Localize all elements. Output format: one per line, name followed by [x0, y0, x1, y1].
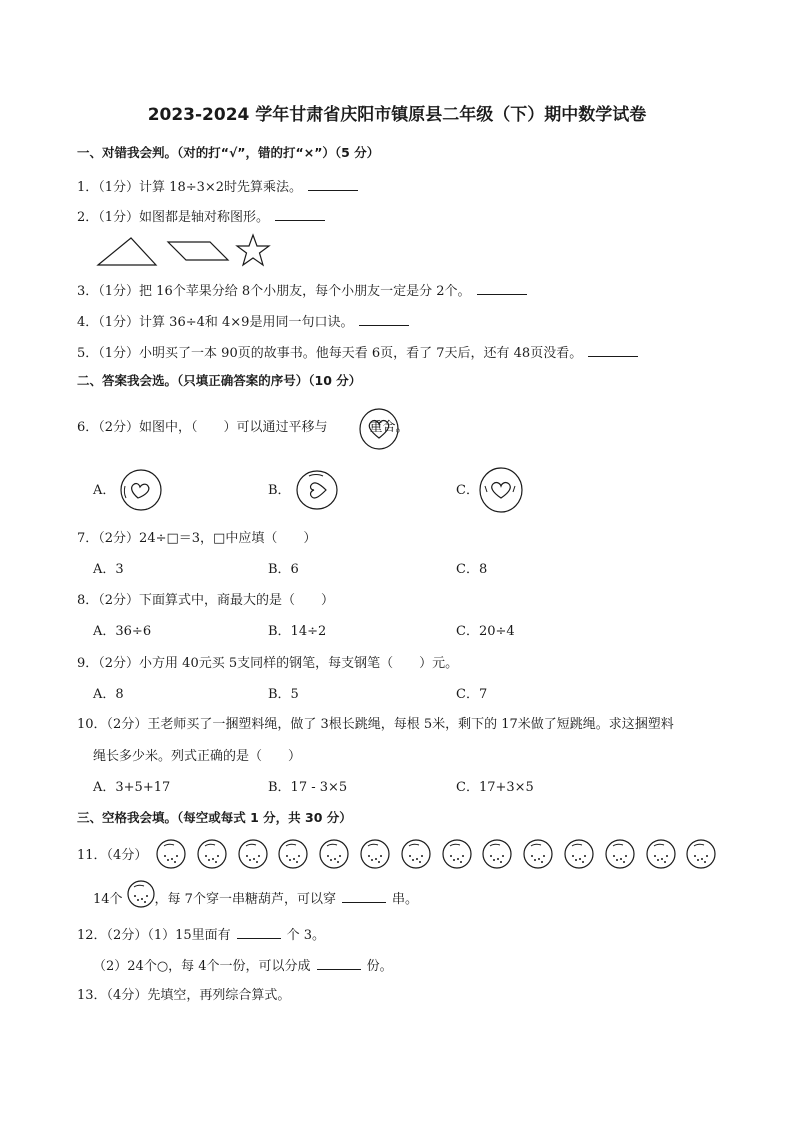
q10-option-a[interactable]: A．3+5+17	[93, 780, 171, 795]
q6-option-a[interactable]: A．	[93, 483, 116, 498]
question-6-text: 6．（2分）如图中，（ ）可以通过平移与	[77, 420, 328, 435]
hawthorn-ball-icon	[563, 838, 595, 870]
q8-option-b[interactable]: B．14÷2	[268, 624, 327, 639]
q9-option-c[interactable]: C．7	[456, 687, 488, 702]
q9-option-a[interactable]: A．8	[93, 687, 124, 702]
answer-blank[interactable]	[237, 926, 281, 939]
question-13: 13．（4分）先填空，再列综合算式。	[77, 988, 291, 1003]
hawthorn-ball-icon	[359, 838, 391, 870]
section-heading-2: 二、答案我会选。（只填正确答案的序号）（10 分）	[77, 373, 362, 388]
answer-blank[interactable]	[317, 957, 361, 970]
answer-blank[interactable]	[359, 313, 409, 326]
hawthorn-ball-icon	[196, 838, 228, 870]
question-9: 9．（2分）小方用 40元买 5支同样的钢笔，每支钢笔（ ）元。	[77, 656, 459, 671]
question-1-text: 1．（1分）计算 18÷3×2时先算乘法。	[77, 180, 303, 195]
question-11-text-b: ，每 7个穿一串糖葫芦，可以穿	[154, 892, 336, 907]
triangle-figure	[96, 235, 158, 267]
question-12-sub	[93, 957, 393, 973]
q6-option-c[interactable]: C．	[456, 483, 479, 498]
hawthorn-ball-icon	[318, 838, 350, 870]
answer-blank[interactable]	[275, 208, 325, 221]
hawthorn-ball-icon	[522, 838, 554, 870]
q7-option-b[interactable]: B．6	[268, 562, 299, 577]
q8-option-a[interactable]: A．36÷6	[93, 624, 152, 639]
q7-option-a[interactable]: A．3	[93, 562, 124, 577]
q6-option-b[interactable]: B．	[268, 483, 291, 498]
reference-heart-circle-icon	[358, 407, 400, 451]
hawthorn-ball-icon	[400, 838, 432, 870]
hawthorn-ball-icon	[685, 838, 717, 870]
q10-option-c[interactable]: C．17+3×5	[456, 780, 534, 795]
hawthorn-ball-icon	[645, 838, 677, 870]
answer-blank[interactable]	[588, 344, 638, 357]
question-12-text-a: 12．（2分）（1）15里面有	[77, 928, 231, 943]
question-2-text: 2．（1分）如图都是轴对称图形。	[77, 210, 270, 225]
option-b-heart-circle-icon	[295, 469, 339, 511]
answer-blank[interactable]	[477, 282, 527, 295]
question-10-line-1: 10．（2分）王老师买了一捆塑料绳，做了 3根长跳绳，每根 5米，剩下的 17米做了短跳绳。求这捆塑料	[77, 717, 674, 732]
q8-option-c[interactable]: C．20÷4	[456, 624, 515, 639]
q7-option-c[interactable]: C．8	[456, 562, 488, 577]
question-10-line-2: 绳长多少米。列式正确的是（ ）	[93, 749, 302, 764]
answer-blank[interactable]	[342, 890, 386, 903]
question-4-text: 4．（1分）计算 36÷4和 4×9是用同一句口诀。	[77, 315, 354, 330]
question-5	[77, 344, 644, 360]
question-3-text: 3．（1分）把 16个苹果分给 8个小朋友，每个小朋友一定是分 2个。	[77, 284, 471, 299]
question-11-text-c: 串。	[391, 892, 418, 907]
question-12	[77, 926, 325, 942]
question-2	[77, 208, 331, 224]
star-figure	[235, 233, 271, 267]
hawthorn-ball-icon	[155, 838, 187, 870]
page-title: 2023-2024 学年甘肃省庆阳市镇原县二年级（下）期中数学试卷	[147, 105, 647, 125]
answer-blank[interactable]	[308, 178, 358, 191]
hawthorn-ball-icon	[126, 879, 156, 909]
question-1	[77, 178, 364, 194]
question-11: 11．（4分）	[77, 848, 148, 863]
hawthorn-ball-icon	[237, 838, 269, 870]
question-3	[77, 282, 533, 298]
hawthorn-ball-icon	[277, 838, 309, 870]
option-c-heart-circle-icon	[478, 466, 524, 514]
question-12-sub-text-a: （2）24个○，每 4个一份，可以分成	[93, 959, 311, 974]
hawthorn-ball-icon	[441, 838, 473, 870]
question-5-text: 5．（1分）小明买了一本 90页的故事书。他每天看 6页，看了 7天后，还有 48页没看。	[77, 346, 583, 361]
hawthorn-ball-icon	[481, 838, 513, 870]
question-12-sub-text-b: 份。	[366, 959, 393, 974]
q9-option-b[interactable]: B．5	[268, 687, 299, 702]
parallelogram-figure	[166, 239, 230, 263]
question-7: 7．（2分）24÷□＝3，□中应填（ ）	[77, 531, 317, 546]
q10-option-b[interactable]: B．17 - 3×5	[268, 780, 348, 795]
question-11-text-a: 14个	[93, 892, 123, 907]
question-8: 8．（2分）下面算式中，商最大的是（ ）	[77, 593, 335, 608]
section-heading-1: 一、对错我会判。（对的打“√”，错的打“×”）（5 分）	[77, 145, 380, 160]
question-6-text-end: 重合。	[369, 420, 409, 435]
section-heading-3: 三、空格我会填。（每空或每式 1 分，共 30 分）	[77, 810, 352, 825]
option-a-heart-circle-icon	[119, 468, 163, 512]
hawthorn-ball-icon	[604, 838, 636, 870]
question-4	[77, 313, 415, 329]
question-12-text-b: 个 3。	[286, 928, 326, 943]
